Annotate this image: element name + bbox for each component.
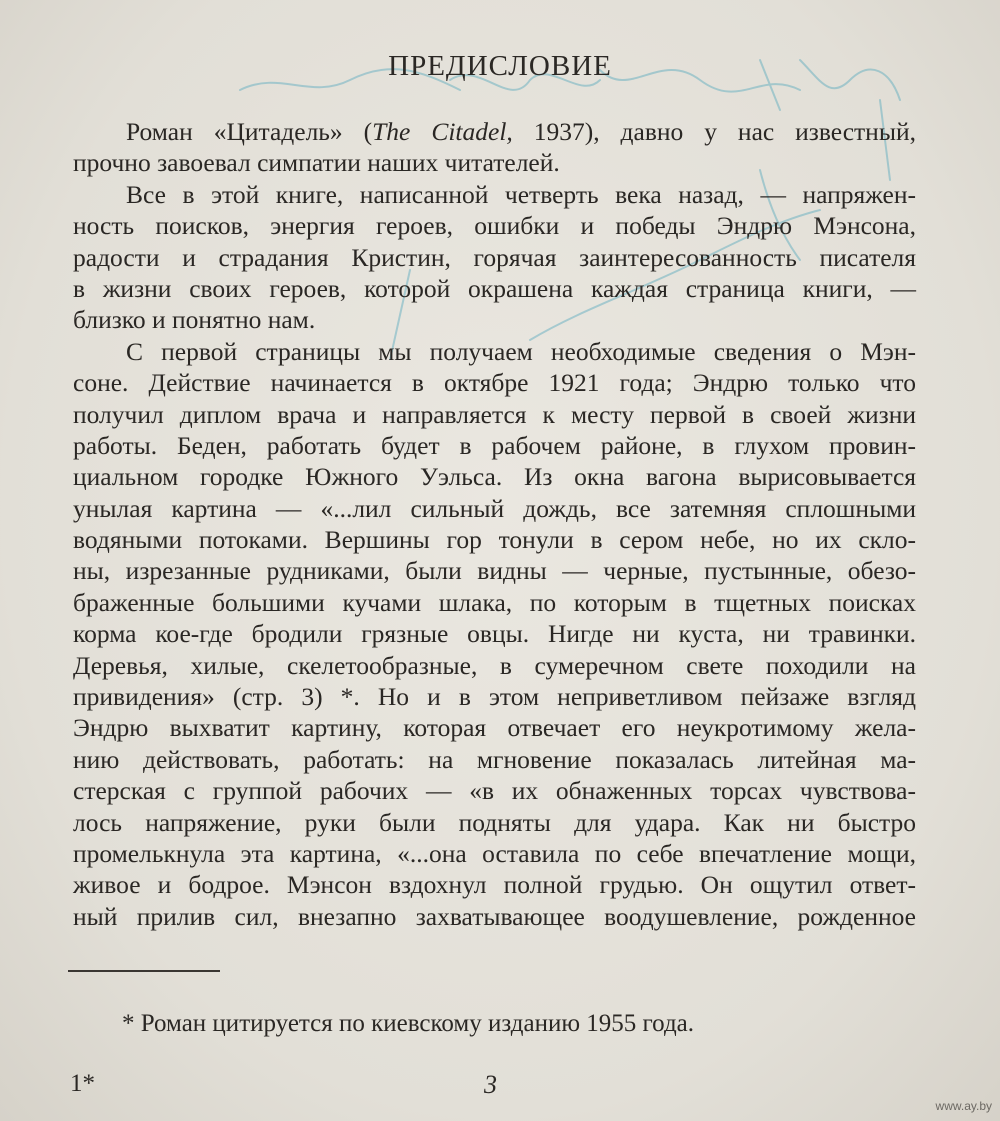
text-line: в жизни своих героев, которой окрашена каждая страница книги, — xyxy=(73,273,916,303)
text-line: прочно завоевал симпатии наших читателей. xyxy=(73,148,560,178)
text-line: получил диплом врача и направляется к месту первой в своей жизни xyxy=(73,399,916,429)
text-line: корма кое-где бродили грязные овцы. Нигде ни куста, ни травинки. xyxy=(73,619,916,649)
text-line: браженные большими кучами шлака, по которым в тщетных поисках xyxy=(73,587,916,617)
text-line: ный прилив сил, внезапно захватывающее воодушевление, рожденное xyxy=(73,901,916,931)
text-line: радости и страдания Кристин, горячая заинтересованность писателя xyxy=(73,242,916,272)
text-line: живое и бодрое. Мэнсон вздохнул полной грудью. Он ощутил ответ- xyxy=(73,870,916,900)
text-line: С первой страницы мы получаем необходимые сведения о Мэн- xyxy=(126,336,916,366)
text-line: Все в этой книге, написанной четверть века назад, — напряжен- xyxy=(126,179,916,209)
text-line: унылая картина — «...лил сильный дождь, все затемняя сплошными xyxy=(73,493,916,523)
text-line: лось напряжение, руки были подняты для удара. Как ни быстро xyxy=(73,807,916,837)
text-line: Роман «Цитадель» (The Citadel, 1937), давно у нас известный, xyxy=(126,117,916,146)
text-line: водяными потоками. Вершины гор тонули в сером небе, но их скло- xyxy=(73,525,916,555)
text-line: нию действовать, работать: на мгновение показалась литейная ма- xyxy=(73,744,916,774)
text-line: ны, изрезанные рудниками, были видны — черные, пустынные, обезо- xyxy=(73,556,916,586)
footnote-divider xyxy=(68,970,220,972)
body-text xyxy=(73,116,916,932)
text-line: близко и понятно нам. xyxy=(73,305,316,335)
text-line: работы. Беден, работать будет в рабочем районе, в глухом провин- xyxy=(73,430,916,460)
page-number: 3 xyxy=(484,1070,497,1099)
signature-mark: 1* xyxy=(70,1070,95,1097)
text-line: Деревья, хилые, скелетообразные, в сумеречном свете походили на xyxy=(73,650,916,680)
text-line: Эндрю выхватит картину, которая отвечает его неукротимому жела- xyxy=(73,713,916,743)
text-line: циальном городке Южного Уэльса. Из окна вагона вырисовывается xyxy=(73,462,916,492)
text-line: стерская с группой рабочих — «в их обнаженных торсах чувствова- xyxy=(73,776,916,806)
watermark: www.ay.by xyxy=(935,1099,992,1113)
text-line: ность поисков, энергия героев, ошибки и победы Эндрю Мэнсона, xyxy=(73,211,916,241)
text-line: привидения» (стр. 3) *. Но и в этом неприветливом пейзаже взгляд xyxy=(73,682,916,712)
text-line: промелькнула эта картина, «...она оставила по себе впечатление мощи, xyxy=(73,838,916,868)
page-title: ПРЕДИСЛОВИЕ xyxy=(388,50,612,82)
footnote: * Роман цитируется по киевскому изданию 1955 года. xyxy=(122,1010,695,1037)
text-line: соне. Действие начинается в октябре 1921 года; Эндрю только что xyxy=(73,368,916,398)
